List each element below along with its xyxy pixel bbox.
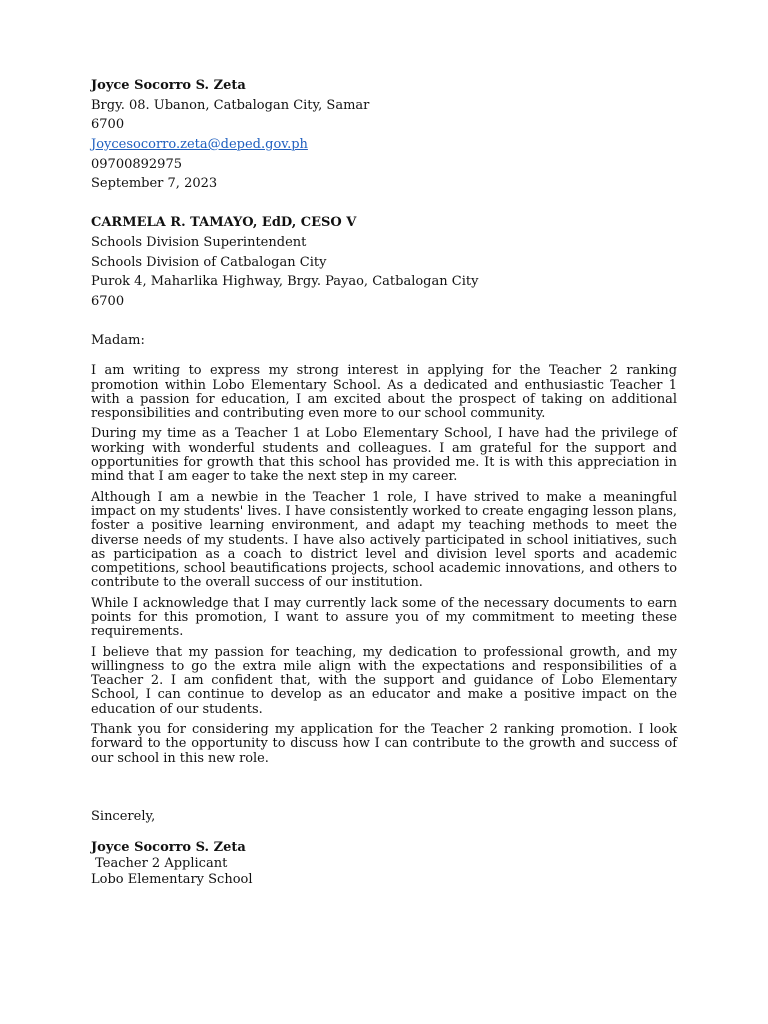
body-paragraph: Thank you for considering my application for the Teacher 2 ranking promotion. I look forward to the opportunity to discuss how I can contribute to the growth and success of our school in this new role. (91, 722, 677, 766)
recipient-block (91, 213, 677, 311)
letter-body (91, 364, 677, 766)
signature-block (91, 840, 677, 888)
letter-page (91, 76, 677, 888)
letter-date: September 7, 2023 (91, 176, 218, 192)
recipient-zip: 6700 (91, 293, 125, 309)
body-paragraph: While I acknowledge that I may currently lack some of the necessary documents to earn points for this promotion, I want to assure you of my commitment to meeting these requirements. (91, 595, 677, 640)
sender-name: Joyce Socorro S. Zeta (91, 78, 246, 93)
sender-email-link[interactable]: Joycesocorro.zeta@deped.gov.ph (91, 137, 308, 153)
signature-school: Lobo Elementary School (91, 871, 253, 887)
recipient-office: Schools Division of Catbalogan City (91, 254, 327, 270)
body-paragraph: During my time as a Teacher 1 at Lobo Elementary School, I have had the privilege of working with wonderful students and colleagues. I am grateful for the support and opportunities for growth that this school has provided me. It is with this appreciation in mind that I am eager to take the next step in my career. (91, 426, 677, 485)
salutation: Madam: (91, 332, 145, 348)
recipient-title: Schools Division Superintendent (91, 234, 307, 250)
sender-zip: 6700 (91, 117, 125, 133)
sender-phone: 09700892975 (91, 156, 182, 172)
sender-block (91, 76, 677, 194)
body-paragraph: I am writing to express my strong interest in applying for the Teacher 2 ranking promotion within Lobo Elementary School. As a dedicated and enthusiastic Teacher 1 with a passion for education, I am excited about the prospect of taking on additional responsibilities and contributing even more to our school community. (91, 363, 677, 422)
signature-name: Joyce Socorro S. Zeta (91, 839, 246, 855)
recipient-address: Purok 4, Maharlika Highway, Brgy. Payao, Catbalogan City (91, 274, 479, 290)
signature-role: Teacher 2 Applicant (91, 855, 228, 871)
body-paragraph: I believe that my passion for teaching, my dedication to professional growth, and my willingness to go the extra mile align with the expectations and responsibilities of a Teacher 2. I am confident that, with the support and guidance of Lobo Elementary School, I can continue to develop as an educator and make a positive impact on the education of our students. (91, 644, 677, 717)
recipient-name: CARMELA R. TAMAYO, EdD, CESO V (91, 215, 357, 231)
closing: Sincerely, (91, 808, 156, 824)
sender-address: Brgy. 08. Ubanon, Catbalogan City, Samar (91, 97, 370, 113)
body-paragraph: Although I am a newbie in the Teacher 1 role, I have strived to make a meaningful impact on my students' lives. I have consistently worked to create engaging lesson plans, foster a positive learning environment, and adapt my teaching methods to meet the diverse needs of my students. I have also actively participated in school initiatives, such as participation as a coach to district level and division level sports and academic competitions, school beautifications projects, school academic innovations, and others to contribute to the overall success of our institution. (91, 489, 677, 591)
